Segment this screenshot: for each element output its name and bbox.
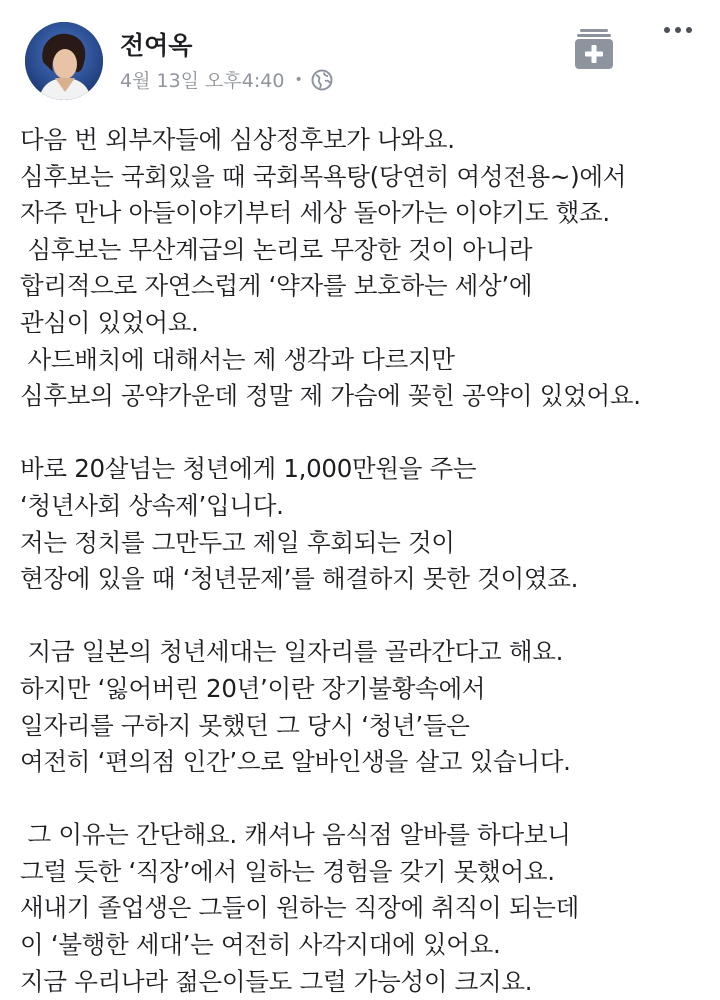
post-text-line: 일자리를 구하지 못했던 그 당시 ‘청년’들은 <box>20 710 470 740</box>
post-meta <box>120 66 333 93</box>
post-text-line: 현장에 있을 때 ‘청년문제’를 해결하지 못한 것이였죠. <box>20 564 579 594</box>
post-text-line: 저는 정치를 그만두고 제일 후회되는 것이 <box>20 527 455 557</box>
post-text-line: 새내기 졸업생은 그들이 원하는 직장에 취직이 되는데 <box>20 893 579 923</box>
post-text-line: 하지만 ‘잃어버린 20년’이란 장기불황속에서 <box>20 673 486 703</box>
meta-separator: • <box>294 71 303 88</box>
post-text-line: 이 ‘불행한 세대’는 여전히 사각지대에 있어요. <box>20 930 501 960</box>
post-text-line: 자주 만나 아들이야기부터 세상 돌아가는 이야기도 했죠. <box>20 198 610 228</box>
more-options-icon[interactable] <box>660 22 696 42</box>
post-text-line: 여전히 ‘편의점 인간’으로 알바인생을 살고 있습니다. <box>20 747 571 777</box>
post-paragraph-gap <box>20 415 710 452</box>
post-text-line: 지금 우리나라 젊은이들도 그럴 가능성이 크지요. <box>20 966 533 996</box>
post-text-line: 바로 20살넘는 청년에게 1,000만원을 주는 <box>20 454 477 484</box>
post-text-line: 합리적으로 자연스럽게 ‘약자를 보호하는 세상’에 <box>20 271 533 301</box>
avatar[interactable] <box>25 22 103 100</box>
post-text-line: 심후보는 무산계급의 논리로 무장한 것이 아니라 <box>20 234 533 264</box>
post-text-line: 관심이 있었어요. <box>20 307 199 337</box>
post-timestamp[interactable]: 4월 13일 오후4:40 <box>120 70 285 92</box>
post-header <box>0 0 720 110</box>
post-paragraph-gap <box>20 781 710 818</box>
post-text-line: 다음 번 외부자들에 심상정후보가 나와요. <box>20 125 455 154</box>
post-paragraph-gap <box>20 598 710 635</box>
post-text-line: 사드배치에 대해서는 제 생각과 다르지만 <box>20 344 455 374</box>
post-body <box>20 122 710 1000</box>
post-text-line: 그럴 듯한 ‘직장’에서 일하는 경험을 갖기 못했어요. <box>20 856 555 886</box>
post-text-line: 그 이유는 간단해요. 캐셔나 음식점 알바를 하다보니 <box>20 820 571 850</box>
save-bookmark-icon[interactable] <box>574 27 614 71</box>
post-text-line: ‘청년사회 상속제’입니다. <box>20 490 284 520</box>
post-text-line: 심후보의 공약가운데 정말 제 가슴에 꽂힌 공약이 있었어요. <box>20 381 641 411</box>
post-text-line: 심후보는 국회있을 때 국회목욕탕(당연히 여성전용~)에서 <box>20 161 627 191</box>
globe-icon[interactable] <box>311 69 333 91</box>
post-text-line: 지금 일본의 청년세대는 일자리를 골라간다고 해요. <box>20 637 564 667</box>
author-name[interactable]: 전여옥 <box>120 31 193 60</box>
